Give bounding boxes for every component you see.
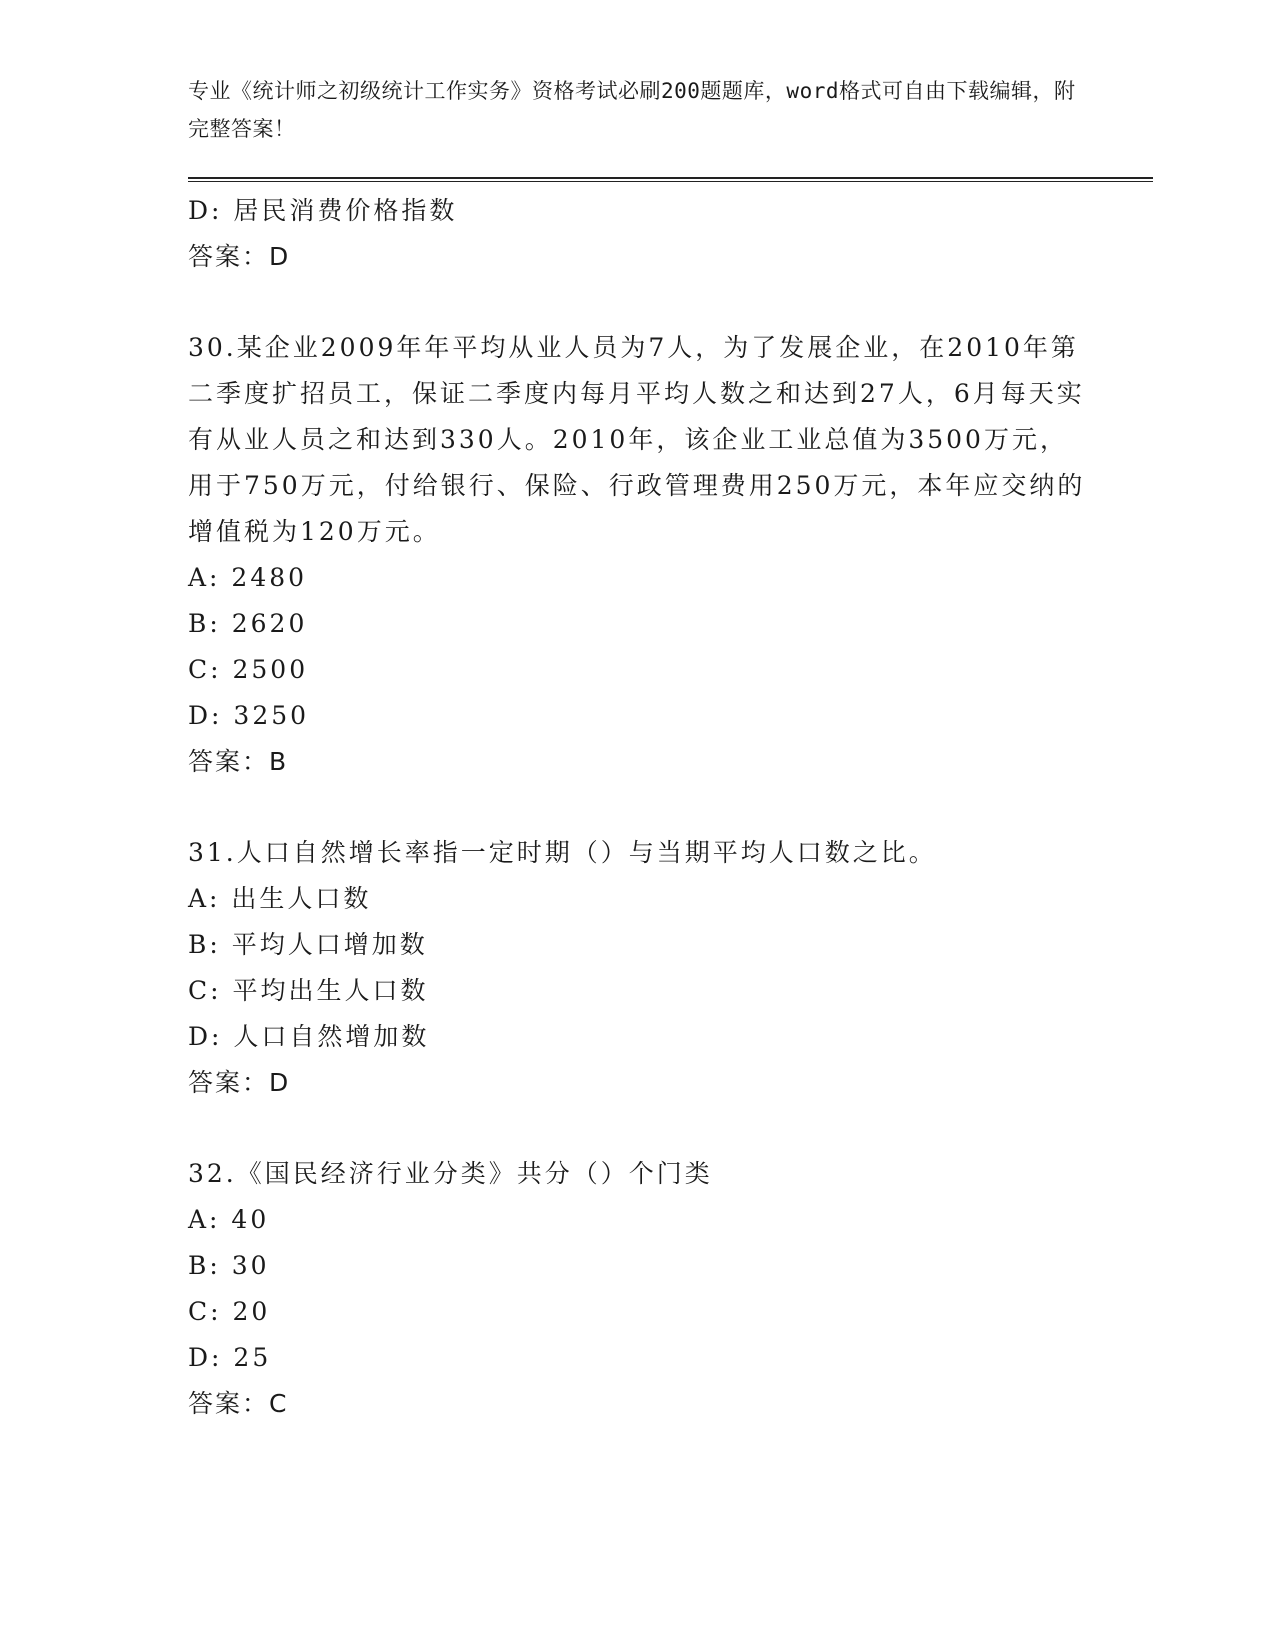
option-a: A: 2480 bbox=[188, 563, 308, 592]
option-a: A: 40 bbox=[188, 1205, 270, 1234]
question-stem: 31.人口自然增长率指一定时期（）与当期平均人口数之比。 bbox=[188, 838, 937, 867]
option-d: D: 居民消费价格指数 bbox=[188, 196, 458, 225]
option-c: C: 平均出生人口数 bbox=[188, 976, 429, 1005]
spacer bbox=[188, 785, 1088, 830]
option-c: C: 20 bbox=[188, 1297, 271, 1326]
option-a: A: 出生人口数 bbox=[188, 884, 372, 913]
option-d: D: 3250 bbox=[188, 701, 310, 730]
answer-line: 答案：D bbox=[188, 1068, 291, 1097]
option-b: B: 平均人口增加数 bbox=[188, 930, 428, 959]
answer-line: 答案：C bbox=[188, 1389, 289, 1418]
header-title: 专业《统计师之初级统计工作实务》资格考试必刷200题题库，word格式可自由下载编辑，附完整答案！ bbox=[188, 79, 1076, 141]
question-30 bbox=[188, 325, 1088, 785]
option-b: B: 2620 bbox=[188, 609, 308, 638]
question-32 bbox=[188, 1151, 1088, 1427]
header-divider bbox=[188, 177, 1153, 182]
option-d: D: 25 bbox=[188, 1343, 272, 1372]
answer-line: 答案：B bbox=[188, 747, 289, 776]
answer-line: 答案：D bbox=[188, 242, 291, 271]
question-stem: 30.某企业2009年年平均从业人员为7人，为了发展企业，在2010年第二季度扩招员工，保证二季度内每月平均人数之和达到27人，6月每天实有从业人员之和达到330人。2010年，该企业工业总值为3500万元，用于750万元，付给银行、保险、行政管理费用250万元，本年应交纳的增值税为120万元。 bbox=[188, 333, 1086, 546]
option-c: C: 2500 bbox=[188, 655, 309, 684]
previous-question-tail bbox=[188, 188, 1088, 280]
option-d: D: 人口自然增加数 bbox=[188, 1022, 430, 1051]
option-b: B: 30 bbox=[188, 1251, 270, 1280]
spacer bbox=[188, 280, 1088, 325]
document-header bbox=[188, 72, 1088, 148]
question-31 bbox=[188, 830, 1088, 1106]
spacer bbox=[188, 1106, 1088, 1151]
question-content bbox=[188, 188, 1088, 1427]
question-stem: 32.《国民经济行业分类》共分（）个门类 bbox=[188, 1159, 713, 1188]
